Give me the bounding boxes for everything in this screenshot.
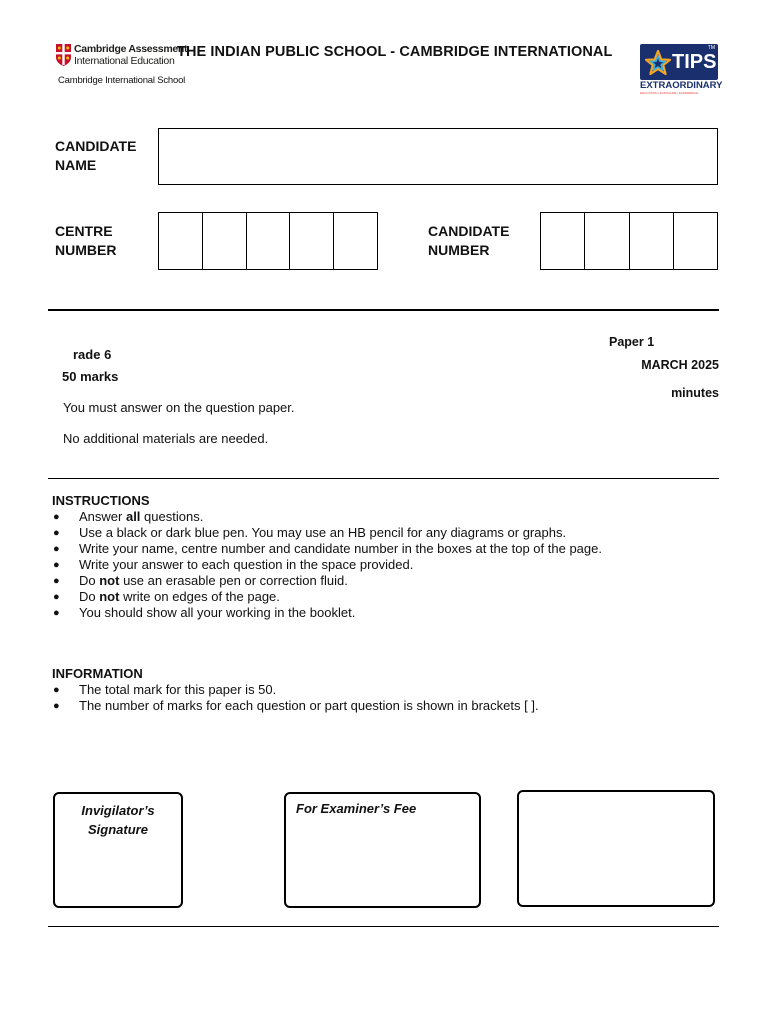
instruction-item: ● Write your answer to each question in the space provided.	[53, 557, 414, 572]
candidate-number-label-line1: CANDIDATE	[428, 223, 510, 239]
candidate-number-field[interactable]	[540, 212, 718, 270]
tips-logo	[638, 42, 722, 96]
divider	[48, 309, 719, 311]
centre-number-digit-box[interactable]	[159, 213, 203, 269]
tips-logo-box	[640, 44, 718, 80]
divider	[48, 478, 719, 479]
bullet-icon: ●	[53, 511, 60, 523]
centre-number-digit-box[interactable]	[334, 213, 377, 269]
information-item: ● The number of marks for each question or part question is shown in brackets [ ].	[53, 698, 539, 713]
materials-note: No additional materials are needed.	[63, 431, 269, 446]
examiner-fee-label: For Examiner’s Fee	[296, 801, 417, 816]
candidate-name-label-line2: NAME	[55, 157, 97, 173]
paper-label: Paper 1	[609, 335, 655, 349]
instruction-item: ● Answer all questions.	[53, 509, 204, 524]
blank-box[interactable]	[517, 790, 715, 907]
instruction-item: ● Use a black or dark blue pen. You may use an HB pencil for any diagrams or graphs.	[53, 525, 567, 540]
exam-date: MARCH 2025	[641, 358, 719, 372]
information-item: ● The total mark for this paper is 50.	[53, 682, 277, 697]
tips-logo-subtagline: EDUCATION | EXPOSURE | EXPERIENCE	[640, 91, 699, 94]
cambridge-shield-icon	[56, 44, 71, 66]
tips-logo-tagline: EXTRAORDINARY	[640, 80, 723, 91]
candidate-number-digit-box[interactable]	[585, 213, 629, 269]
bullet-icon: ●	[53, 591, 60, 603]
information-heading: INFORMATION	[52, 666, 143, 681]
cambridge-logo-line3: Cambridge International School	[58, 75, 186, 86]
divider	[48, 926, 719, 927]
instruction-item: ● You should show all your working in the booklet.	[53, 605, 356, 620]
bullet-icon: ●	[53, 607, 60, 619]
bullet-icon: ●	[53, 527, 60, 539]
centre-number-label-line2: NUMBER	[55, 242, 117, 258]
candidate-number-digit-box[interactable]	[674, 213, 717, 269]
instruction-item: ● Do not write on edges of the page.	[53, 589, 280, 604]
candidate-number-digit-box[interactable]	[630, 213, 674, 269]
centre-number-field[interactable]	[158, 212, 378, 270]
instructions-heading: INSTRUCTIONS	[52, 493, 150, 508]
invigilator-signature-box[interactable]	[53, 792, 183, 908]
bullet-icon: ●	[53, 543, 60, 555]
invigilator-signature-label: Invigilator’s Signature	[81, 803, 155, 837]
information-list	[52, 682, 539, 714]
school-title: THE INDIAN PUBLIC SCHOOL - CAMBRIDGE INTERNATIONAL	[177, 44, 613, 60]
bullet-icon: ●	[53, 684, 60, 696]
answer-note: You must answer on the question paper.	[63, 400, 295, 415]
candidate-number-label-line2: NUMBER	[428, 242, 490, 258]
candidate-number-digit-box[interactable]	[541, 213, 585, 269]
centre-number-digit-box[interactable]	[203, 213, 247, 269]
examiner-fee-box[interactable]	[284, 792, 481, 908]
duration-label: minutes	[671, 386, 719, 400]
instruction-item: ● Do not use an erasable pen or correction fluid.	[53, 573, 348, 588]
bullet-icon: ●	[53, 575, 60, 587]
bullet-icon: ●	[53, 559, 60, 571]
bullet-icon: ●	[53, 700, 60, 712]
candidate-name-field[interactable]	[158, 128, 718, 185]
instructions-list	[52, 509, 602, 621]
cambridge-logo-line2: International Education	[74, 55, 175, 67]
instruction-item: ● Write your name, centre number and candidate number in the boxes at the top of the page.	[53, 541, 602, 556]
cambridge-logo-line1: Cambridge Assessment	[74, 43, 188, 55]
star-icon	[644, 49, 672, 77]
centre-number-digit-box[interactable]	[290, 213, 334, 269]
candidate-name-label-line1: CANDIDATE	[55, 138, 137, 154]
centre-number-label-line1: CENTRE	[55, 223, 113, 239]
candidate-number-label	[428, 222, 509, 260]
total-marks-label: 50 marks	[62, 369, 119, 384]
tips-logo-text: TIPS	[672, 51, 717, 73]
grade-label: rade 6	[73, 347, 112, 362]
centre-number-label	[55, 222, 116, 260]
candidate-name-label	[55, 137, 136, 175]
tips-logo-tm: TM	[707, 45, 715, 51]
centre-number-digit-box[interactable]	[247, 213, 291, 269]
cambridge-logo	[55, 42, 188, 90]
